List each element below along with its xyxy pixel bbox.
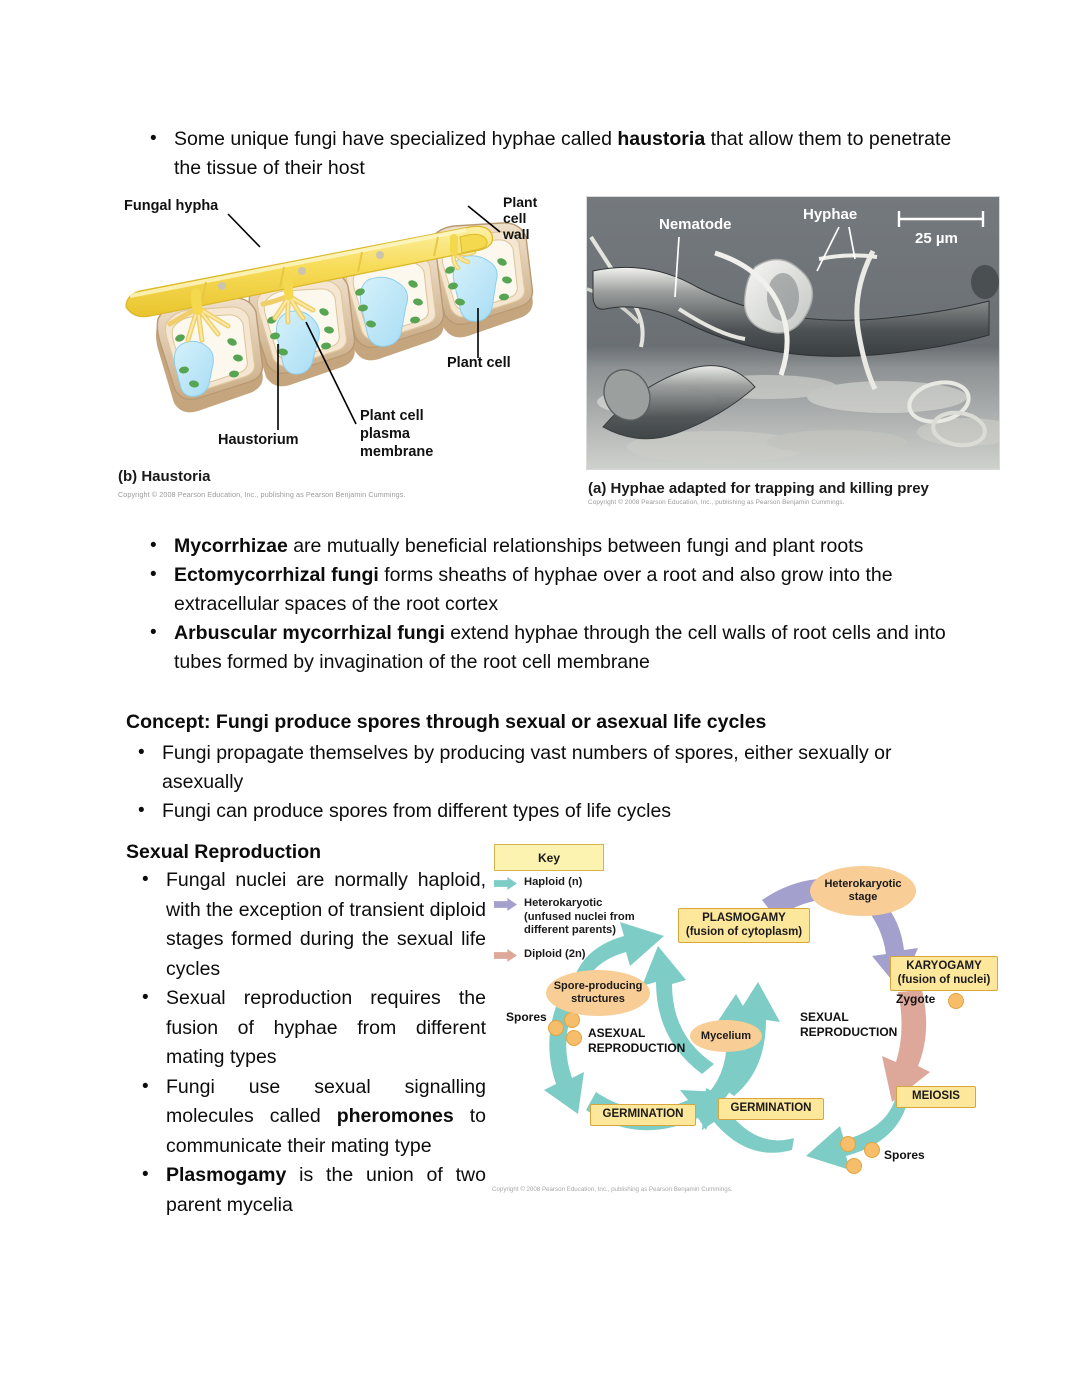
sexual-label-line1: SEXUAL — [800, 1010, 849, 1024]
heterokaryotic-stage-oval — [810, 866, 916, 916]
concept-section — [126, 708, 976, 826]
asexual-label-line1: ASEXUAL — [588, 1026, 646, 1040]
karyogamy-label-line2: (fusion of nuclei) — [897, 973, 991, 986]
plasmogamy-label-line2: (fusion of cytoplasm) — [685, 925, 803, 938]
term-ectomycorrhizal-fungi: Ectomycorrhizal fungi — [174, 564, 379, 586]
nematode-caption: (a) Hyphae adapted for trapping and killing prey — [588, 480, 929, 497]
spores-right-label: Spores — [884, 1148, 925, 1162]
nematode-copyright: Copyright © 2008 Pearson Education, Inc., publishing as Pearson Benjamin Cummings. — [588, 499, 845, 506]
fungal-life-cycle-figure — [490, 842, 1002, 1210]
sexual-reproduction-heading: Sexual Reproduction — [126, 841, 322, 863]
asexual-reproduction-label — [588, 1026, 685, 1055]
germination-right-label: GERMINATION — [730, 1102, 812, 1114]
label-plasma-membrane-line3: membrane — [360, 444, 434, 460]
spore-producing-structures-oval — [546, 970, 650, 1016]
haustoria-intro-bullet-list — [138, 125, 968, 183]
list-item — [138, 532, 978, 561]
list-item — [126, 1161, 486, 1220]
key-label-diploid: Diploid (2n) — [524, 948, 586, 960]
spore-producing-oval-line2: structures — [571, 993, 625, 1005]
sexual-reproduction-bullet-list — [126, 866, 486, 1220]
key-entry-diploid — [494, 948, 586, 962]
spore-producing-oval-line1: Spore-producing — [553, 980, 643, 992]
label-plant-cell: Plant cell — [447, 355, 511, 371]
list-item — [126, 1073, 486, 1162]
germination-left-label: GERMINATION — [602, 1108, 684, 1120]
heterokaryotic-oval-line2: stage — [848, 891, 878, 903]
germination-right-box — [718, 1098, 824, 1120]
list-item — [126, 984, 486, 1073]
bullet-term-haustoria: haustoria — [617, 128, 706, 150]
key-title: Key — [537, 850, 560, 865]
list-item — [138, 561, 978, 619]
bullet-text-post: to communicate their mating type — [166, 1105, 486, 1157]
label-plant-cell-wall-line3: wall — [503, 226, 530, 242]
concept-heading: Concept: Fungi produce spores through sexual or asexual life cycles — [126, 711, 767, 733]
bullet-text-pre: Some unique fungi have specialized hyphae called — [174, 128, 618, 150]
zygote-dot — [949, 994, 964, 1009]
term-rest: are mutually beneficial relationships between fungi and plant roots — [287, 535, 864, 557]
key-entry-heterokaryotic — [494, 897, 635, 938]
haustoria-illustration — [110, 192, 575, 472]
label-plant-cell-wall-line2: cell — [503, 210, 527, 226]
haustoria-figure — [110, 192, 575, 510]
karyogamy-box — [890, 956, 998, 991]
meiosis-box — [896, 1086, 976, 1108]
karyogamy-label-line1: KARYOGAMY — [906, 960, 982, 972]
sexual-reproduction-section — [126, 838, 486, 1220]
sexual-reproduction-label — [800, 1010, 897, 1039]
nematode-figure — [586, 196, 1010, 512]
germination-left-box — [590, 1104, 696, 1126]
label-fungal-hypha: Fungal hypha — [124, 198, 219, 214]
key-entry-haploid — [494, 876, 582, 890]
nematode-sem-photo — [586, 196, 1000, 470]
key-label-heterokaryotic-line3: different parents) — [524, 924, 616, 937]
bullet-text: Sexual reproduction requires the fusion of hyphae from different mating types — [166, 987, 486, 1068]
haustoria-copyright: Copyright © 2008 Pearson Education, Inc., publishing as Pearson Benjamin Cummings. — [118, 490, 406, 499]
list-item: • Fungi propagate themselves by producing vast numbers of spores, either sexually or asexually — [126, 739, 976, 797]
label-haustorium: Haustorium — [218, 432, 299, 448]
label-scale-bar: 25 µm — [915, 230, 958, 247]
list-item — [138, 619, 978, 677]
sexual-label-line2: REPRODUCTION — [800, 1024, 898, 1039]
life-cycle-arrows — [490, 842, 1002, 1194]
mycelium-oval-label: Mycelium — [700, 1029, 752, 1042]
label-plasma-membrane-line1: Plant cell — [360, 408, 424, 424]
key-label-heterokaryotic-line1: Heterokaryotic — [524, 897, 603, 909]
label-nematode: Nematode — [659, 216, 732, 233]
figure-row — [110, 192, 1010, 512]
term-plasmogamy: Plasmogamy — [166, 1164, 287, 1186]
term-rest: extend hyphae through the cell walls of root cells and into tubes formed by invagination of the root cell membrane — [174, 622, 946, 673]
asexual-label-line2: REPRODUCTION — [588, 1040, 686, 1055]
bullet-text-pre: Fungi use sexual signalling molecules called — [166, 1075, 486, 1127]
term-pheromones: pheromones — [336, 1105, 454, 1127]
lifecycle-copyright: Copyright © 2008 Pearson Education, Inc., publishing as Pearson Benjamin Cummings. — [492, 1186, 733, 1193]
term-mycorrhizae: Mycorrhizae — [174, 535, 288, 557]
heterokaryotic-oval-line1: Heterokaryotic — [824, 878, 902, 890]
zygote-label: Zygote — [896, 992, 936, 1006]
term-rest: forms sheaths of hyphae over a root and also grow into the extracellular spaces of the root cortex — [174, 564, 893, 615]
haploid-arrow-icon — [494, 877, 517, 890]
spores-left-label: Spores — [506, 1010, 547, 1024]
key-label-haploid: Haploid (n) — [524, 876, 583, 888]
diploid-arrow-icon — [494, 949, 517, 962]
mycorrhizae-bullet-list — [138, 532, 978, 677]
bullet-text-post: is the union of two parent mycelia — [166, 1164, 486, 1216]
label-plasma-membrane-line2: plasma — [360, 426, 410, 442]
haustoria-caption: (b) Haustoria — [118, 468, 211, 485]
concept-bullet-list — [126, 739, 976, 826]
label-plant-cell-wall-line1: Plant — [503, 194, 538, 210]
key-title-box — [494, 844, 604, 871]
meiosis-label: MEIOSIS — [912, 1090, 960, 1102]
list-item — [126, 866, 486, 984]
bullet-text: Fungal nuclei are normally haploid, with the exception of transient diploid stages formed during the sexual life cycles — [166, 869, 486, 980]
heterokaryotic-arrow-icon — [494, 898, 517, 911]
bullet-text-post: that allow them to penetrate the tissue of their host — [174, 128, 952, 179]
plasmogamy-box — [678, 908, 810, 943]
key-label-heterokaryotic-line2: (unfused nuclei from — [524, 910, 635, 923]
list-item: • Fungi can produce spores from different types of life cycles — [126, 797, 976, 826]
list-item — [138, 125, 968, 183]
label-hyphae: Hyphae — [803, 206, 858, 223]
term-arbuscular-mycorrhizal-fungi: Arbuscular mycorrhizal fungi — [174, 622, 445, 644]
mycelium-oval — [690, 1020, 762, 1052]
sem-photo-graphic — [587, 197, 999, 469]
plasmogamy-label-line1: PLASMOGAMY — [702, 912, 786, 924]
